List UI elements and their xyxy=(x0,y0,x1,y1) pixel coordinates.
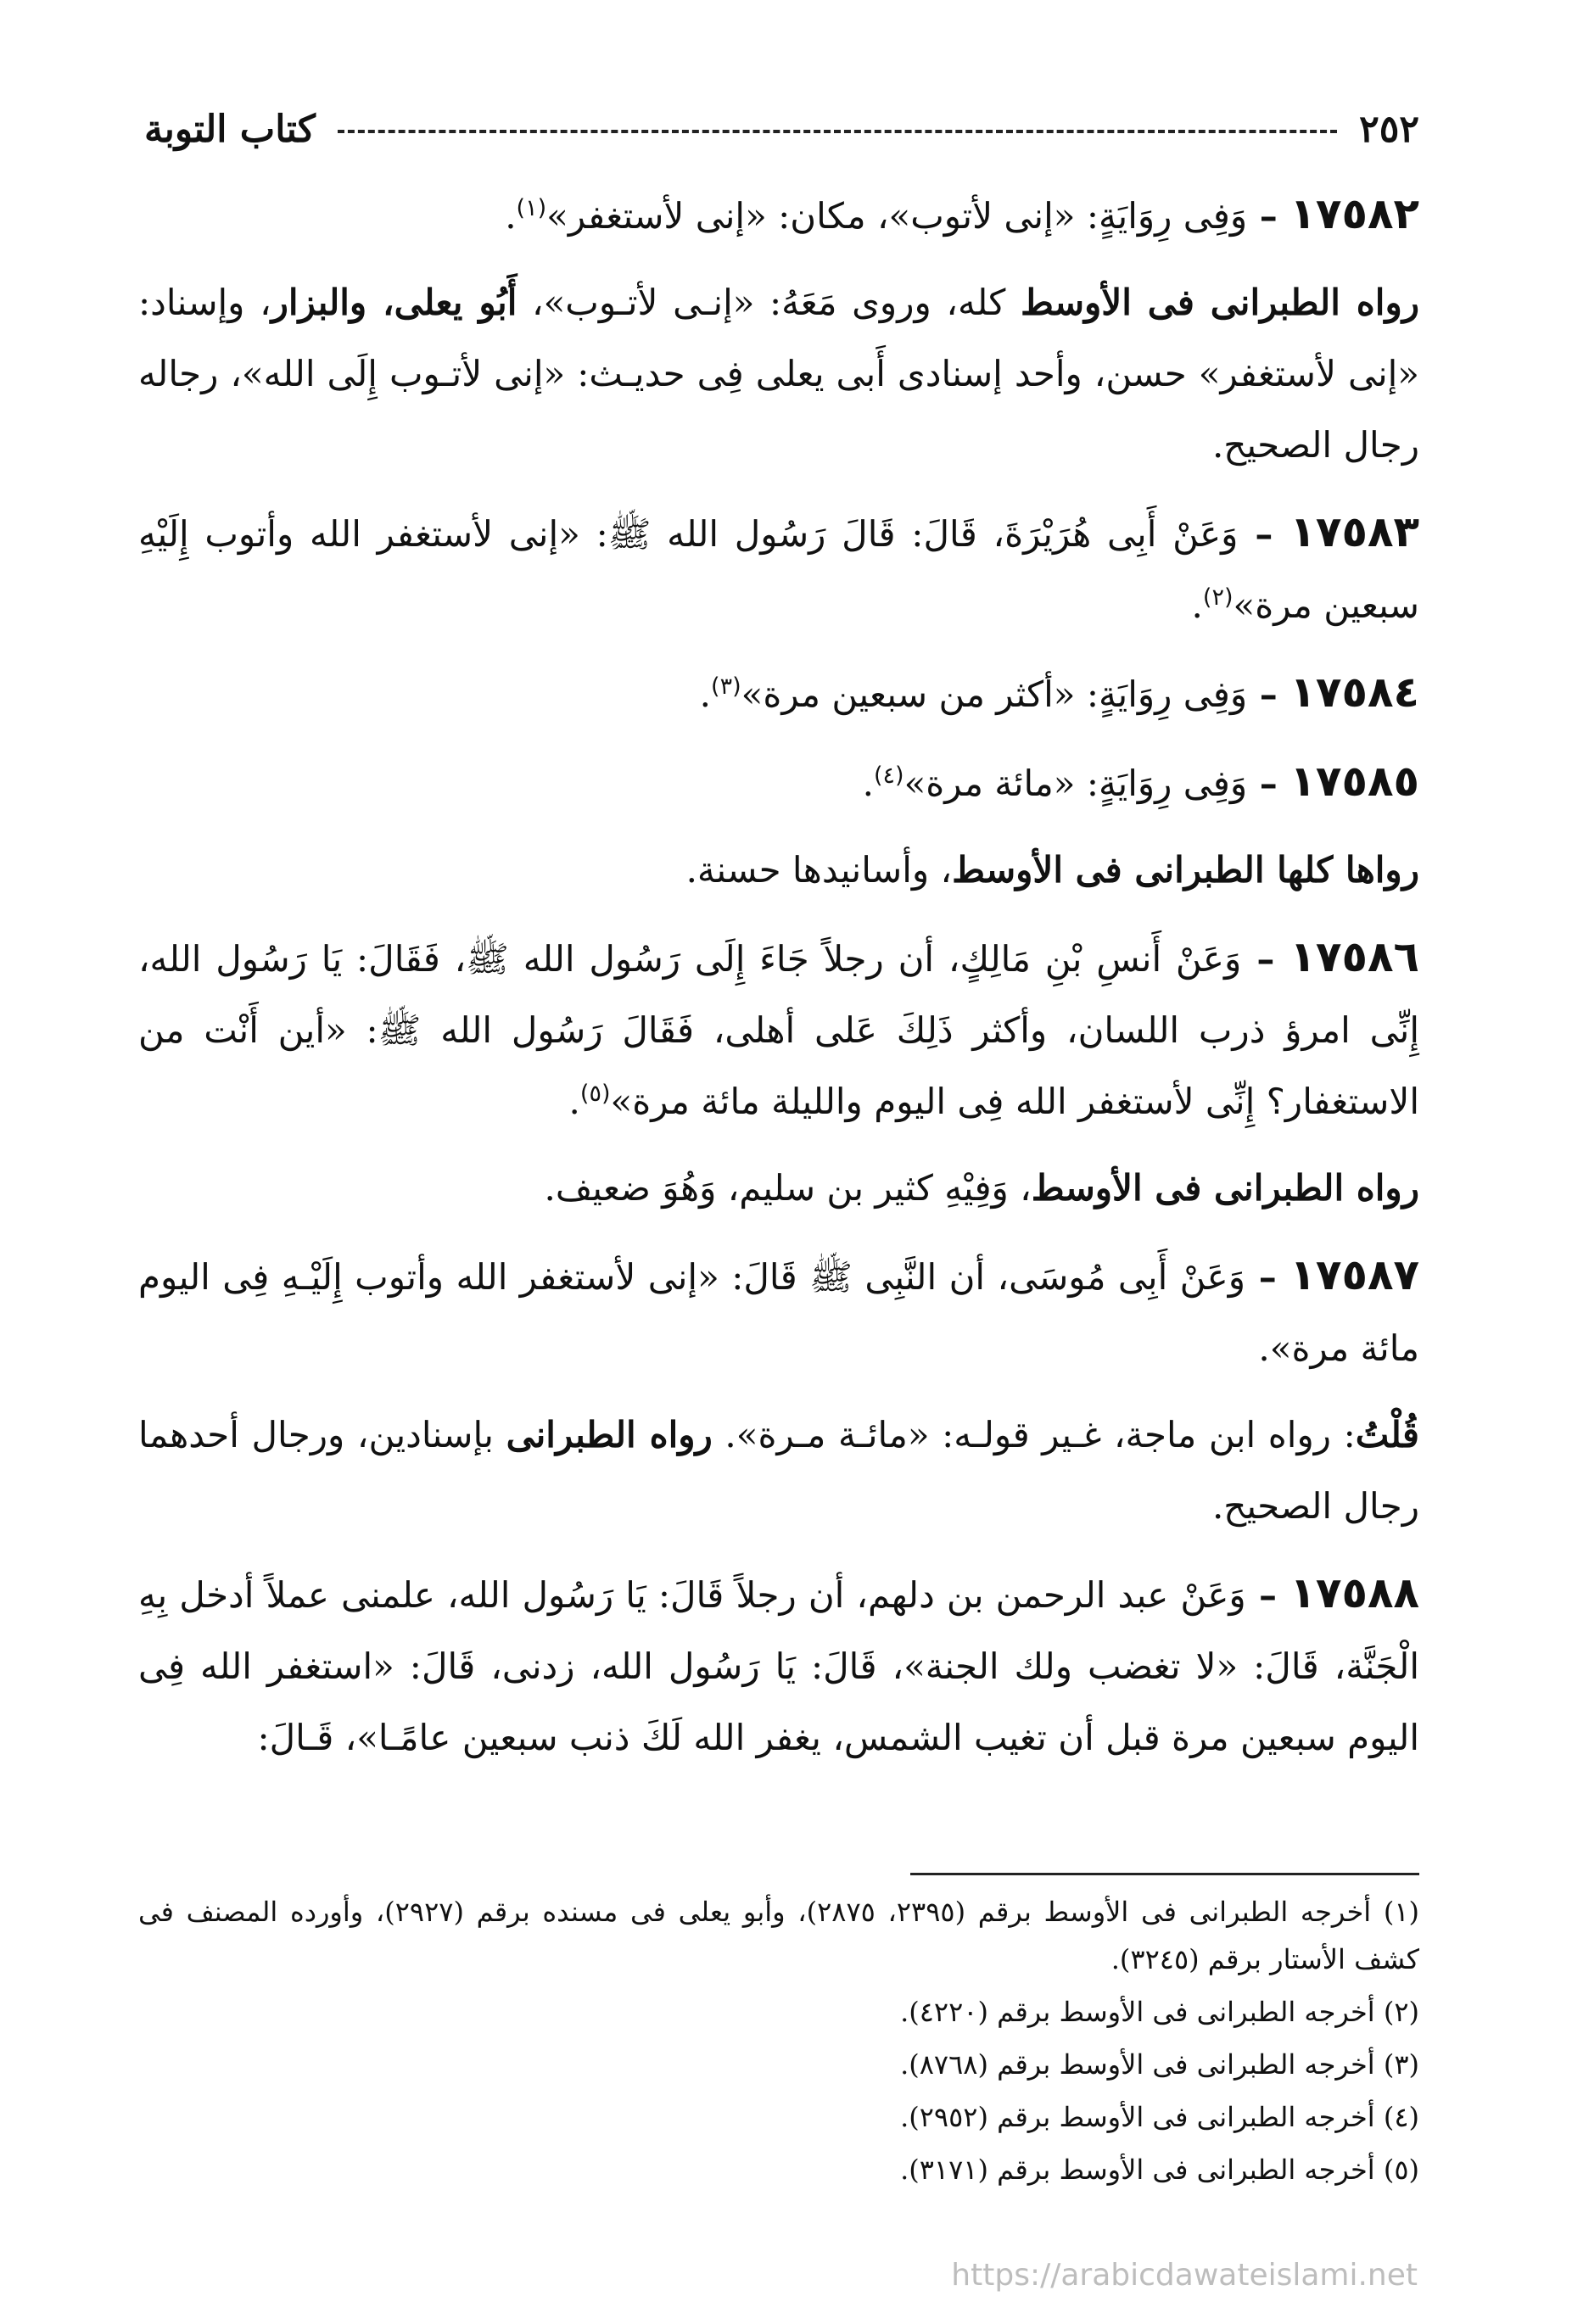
hadith-text: وَعَنْ أَنسِ بْنِ مَالِكٍ، أن رجلاً جَاءَ إِلَى رَسُول الله ﷺ، فَقَالَ: يَا رَسُول الله، إِنِّى امرؤ ذرب اللسان، وأكثر ذَلِكَ عَلى أهلى، فَقَالَ رَسُول الله ﷺ: «أين أَنْت من الاستغفار؟ إِنِّى لأستغفر الله فِى اليوم والليلة مائة مرة» xyxy=(138,938,1419,1122)
commentary-paragraph xyxy=(138,835,1419,906)
commentary-text: كله، وروى مَعَهُ: «إنـى لأتـوب»، xyxy=(517,282,1021,323)
hadith-tail: . xyxy=(1191,584,1203,626)
hadith-dash: – xyxy=(1238,513,1290,555)
hadith-number: ١٧٥٨٧ xyxy=(1289,1250,1419,1299)
footnote-ref[interactable]: (٤) xyxy=(873,763,904,789)
hadith-tail: . xyxy=(505,195,517,237)
hadith-dash: – xyxy=(1245,1256,1290,1298)
hadith-number: ١٧٥٨٨ xyxy=(1289,1568,1419,1617)
commentary-text: ، وأسانيدها حسنة. xyxy=(685,849,953,891)
hadith-text: وَعَنْ أَبِى مُوسَى، أن النَّبِى ﷺ قَالَ: «إنى لأستغفر الله وأتوب إِلَيْـهِ فِى اليوم مائة مرة». xyxy=(138,1256,1419,1369)
hadith-dash: – xyxy=(1245,1574,1290,1616)
footnote-2: (٢) أخرجه الطبرانى فى الأوسط برقم (٤٢٢٠). xyxy=(900,1996,1419,2028)
commentary-tail: ، وإسناد: «إنى لأستغفر» حسن، وأحد إسنادى أَبى يعلى فِى حديـث: «إنى لأتـوب إِلَى الله»، رجاله رجال الصحيح. xyxy=(138,282,1419,466)
main-text xyxy=(138,178,1419,1789)
footnote-ref[interactable]: (١) xyxy=(516,195,547,221)
hadith-number: ١٧٥٨٣ xyxy=(1289,507,1419,556)
commentary-paragraph xyxy=(138,267,1419,481)
source-attribution: رواه الطبرانى فى الأوسط xyxy=(1031,1167,1419,1209)
hadith-dash: – xyxy=(1247,763,1290,804)
hadith-text: وَعَنْ أَبِى هُرَيْرَةَ، قَالَ: قَالَ رَسُول الله ﷺ: «إنى لأستغفر الله وأتوب إِلَيْهِ سبعين مرة» xyxy=(138,513,1419,626)
footnote-1: (١) أخرجه الطبرانى فى الأوسط برقم (٢٣٩٥، ٢٨٧٥)، وأبو يعلى فى مسنده برقم (٢٩٢٧)، وأورده المصنف فى كشف الأستار برقم (٣٢٤٥). xyxy=(138,1896,1419,1975)
footnote-ref[interactable]: (٥) xyxy=(579,1081,611,1107)
commentary-text: ، وَفِيْهِ كثير بن سليم، وَهُوَ ضعيف. xyxy=(544,1167,1032,1209)
commentary-paragraph xyxy=(138,1153,1419,1224)
hadith-17585 xyxy=(138,746,1419,819)
page-number: ٢٥٢ xyxy=(1359,107,1419,151)
hadith-text: وَعَنْ عبد الرحمن بن دلهم، أن رجلاً قَالَ: يَا رَسُول الله، علمنى عملاً أدخل بِهِ الْجَنَّة، قَالَ: «لا تغضب ولك الجنة»، قَالَ: يَا رَسُول الله، زدنى، قَالَ: «استغفر الله فِى اليوم سبعين مرة قبل أن تغيب الشمس، يغفر الله لَكَ ذنب سبعين عامًـا»، قَـالَ: xyxy=(138,1574,1419,1758)
commentary-text: : رواه ابن ماجة، غـير قولـه: «مائـة مـرة». xyxy=(712,1414,1356,1455)
hadith-number: ١٧٥٨٥ xyxy=(1289,757,1419,806)
footnote-3: (٣) أخرجه الطبرانى فى الأوسط برقم (٨٧٦٨). xyxy=(900,2048,1419,2081)
hadith-17582 xyxy=(138,178,1419,252)
book-title: كتاب التوبة xyxy=(144,107,316,151)
source-attribution-secondary: أَبُو يعلى، والبزار xyxy=(271,282,517,323)
hadith-number: ١٧٥٨٤ xyxy=(1289,668,1419,717)
hadith-text: وَفِى رِوَايَةٍ: «إنى لأتوب»، مكان: «إنى لأستغفر» xyxy=(546,195,1248,237)
running-head xyxy=(144,95,1419,163)
hadith-tail: . xyxy=(862,763,874,804)
footnote-4: (٤) أخرجه الطبرانى فى الأوسط برقم (٢٩٥٢). xyxy=(900,2101,1419,2133)
commentary-paragraph xyxy=(138,1399,1419,1542)
watermark-url: https://arabicdawateislami.net xyxy=(951,2258,1418,2293)
hadith-dash: – xyxy=(1247,673,1290,715)
hadith-17588 xyxy=(138,1557,1419,1774)
hadith-17586 xyxy=(138,921,1419,1137)
hadith-17584 xyxy=(138,656,1419,730)
qultu-marker: قُلْتُ xyxy=(1355,1414,1419,1455)
header-dash-rule xyxy=(338,130,1337,133)
hadith-dash: – xyxy=(1241,938,1290,980)
hadith-number: ١٧٥٨٦ xyxy=(1289,932,1419,981)
commentary-tail: بإسنادين، ورجال أحدهما رجال الصحيح. xyxy=(138,1414,1419,1527)
hadith-text: وَفِى رِوَايَةٍ: «مائة مرة» xyxy=(903,763,1248,804)
hadith-text: وَفِى رِوَايَةٍ: «أكثر من سبعين مرة» xyxy=(741,673,1248,715)
source-attribution: رواها كلها الطبرانى فى الأوسط xyxy=(952,849,1419,891)
footnote-separator xyxy=(910,1873,1419,1875)
hadith-tail: . xyxy=(568,1081,580,1122)
source-attribution: رواه الطبرانى فى الأوسط xyxy=(1020,282,1420,323)
hadith-dash: – xyxy=(1247,195,1290,237)
footnote-ref[interactable]: (٢) xyxy=(1202,584,1234,611)
footnote-5: (٥) أخرجه الطبرانى فى الأوسط برقم (٣١٧١). xyxy=(900,2154,1419,2186)
hadith-number: ١٧٥٨٢ xyxy=(1289,189,1419,238)
hadith-17587 xyxy=(138,1239,1419,1384)
footnotes xyxy=(138,1888,1419,2198)
hadith-17583 xyxy=(138,496,1419,641)
source-attribution: رواه الطبرانى xyxy=(506,1414,713,1455)
hadith-tail: . xyxy=(699,673,712,715)
footnote-ref[interactable]: (٣) xyxy=(711,673,741,700)
